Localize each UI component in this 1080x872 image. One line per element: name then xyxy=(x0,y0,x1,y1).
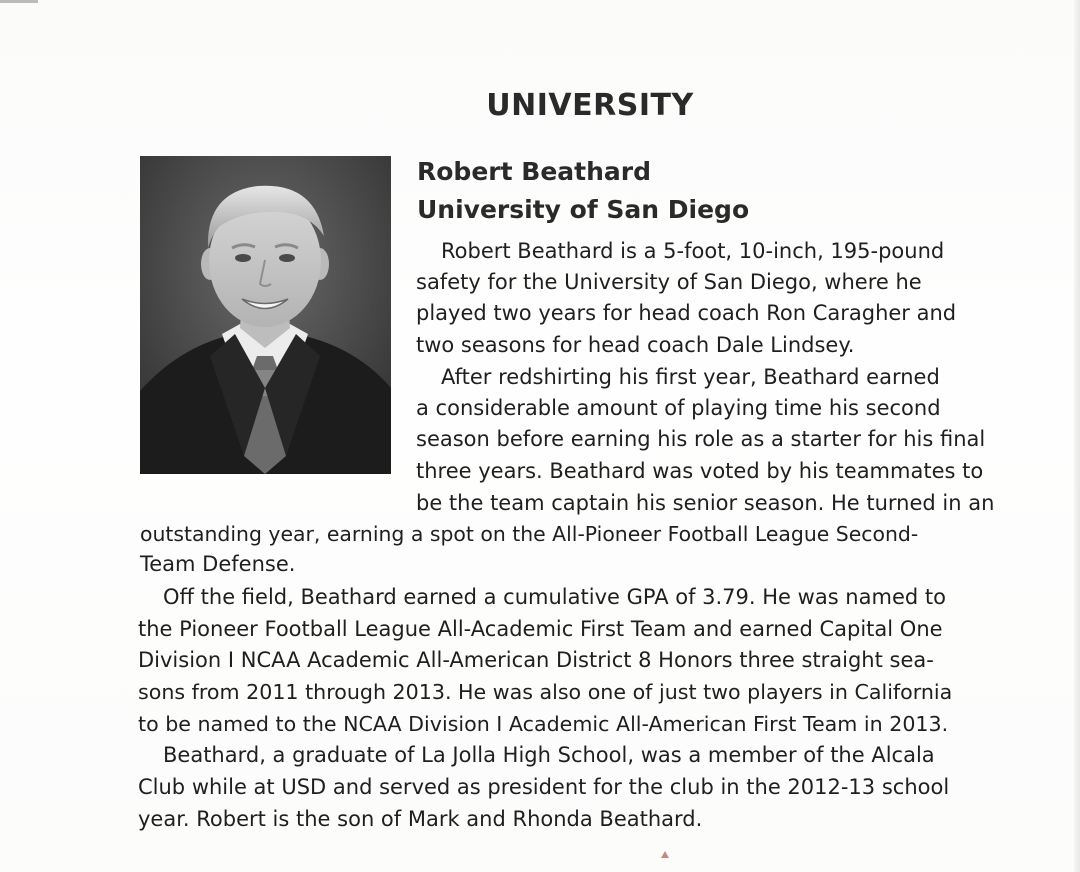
bio-line: two seasons for head coach Dale Lindsey. xyxy=(416,333,855,357)
bio-line: be the team captain his senior season. He turned in an xyxy=(416,491,995,515)
university-name: University of San Diego xyxy=(417,195,750,224)
bio-line: safety for the University of San Diego, where he xyxy=(416,270,922,294)
scan-edge-shadow xyxy=(1074,0,1080,872)
bio-line: Beathard, a graduate of La Jolla High School, was a member of the Alcala xyxy=(163,743,935,767)
athlete-name: Robert Beathard xyxy=(417,157,651,186)
bio-line: Division I NCAA Academic All-American District 8 Honors three straight sea- xyxy=(138,648,934,672)
bio-line: After redshirting his first year, Beathard earned xyxy=(441,365,940,389)
bio-line: to be named to the NCAA Division I Academic All-American First Team in 2013. xyxy=(138,712,949,736)
bio-line: a considerable amount of playing time his second xyxy=(416,396,941,420)
bio-line: Off the field, Beathard earned a cumulative GPA of 3.79. He was named to xyxy=(163,585,946,609)
scan-edge-mark xyxy=(0,0,38,3)
bio-line: played two years for head coach Ron Caragher and xyxy=(416,301,957,325)
profile-heading xyxy=(417,153,749,229)
bio-line: Club while at USD and served as president for the club in the 2012-13 school xyxy=(138,775,950,799)
bio-line: the Pioneer Football League All-Academic First Team and earned Capital One xyxy=(138,617,943,641)
section-heading: UNIVERSITY xyxy=(486,88,694,123)
bio-line: Team Defense. xyxy=(140,552,296,576)
profile-photo xyxy=(140,156,391,474)
bio-line: sons from 2011 through 2013. He was also one of just two players in California xyxy=(138,680,953,704)
page-mark-icon xyxy=(661,851,669,858)
bio-line: year. Robert is the son of Mark and Rhonda Beathard. xyxy=(138,807,703,831)
bio-line: three years. Beathard was voted by his teammates to xyxy=(416,459,984,483)
bio-line: season before earning his role as a starter for his final xyxy=(416,427,986,451)
bio-line: Robert Beathard is a 5-foot, 10-inch, 195-pound xyxy=(441,239,945,263)
bio-line: outstanding year, earning a spot on the All-Pioneer Football League Second- xyxy=(140,522,919,546)
